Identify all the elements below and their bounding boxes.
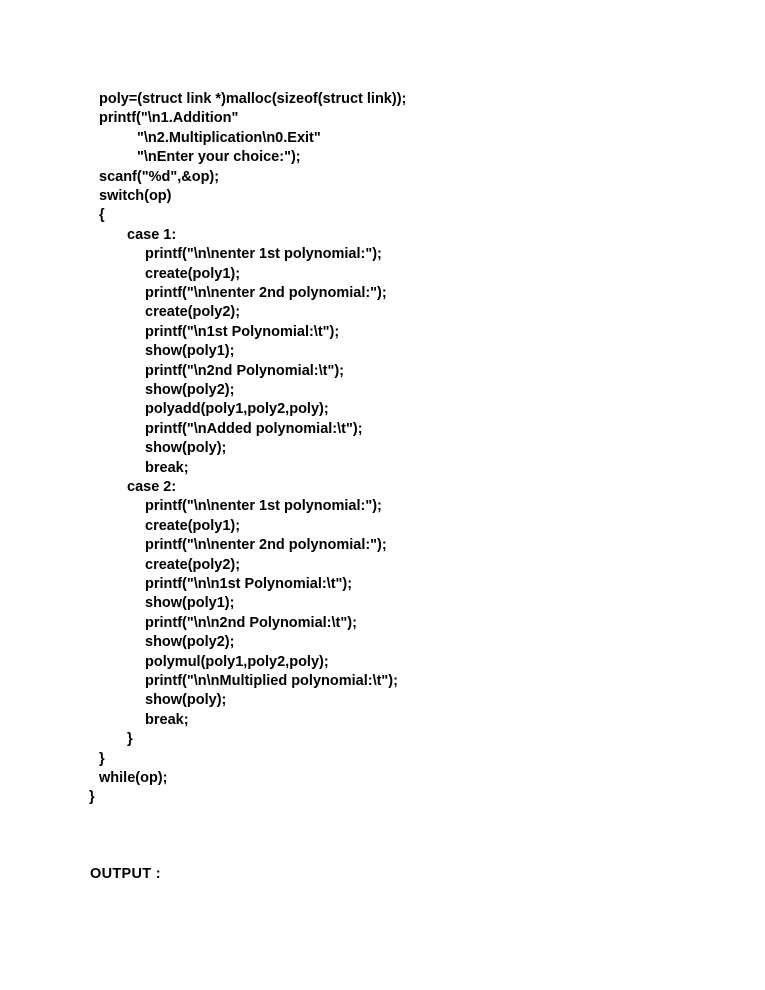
code-line: { (99, 207, 105, 224)
code-line: create(poly2); (145, 556, 241, 573)
code-line: show(poly1); (145, 343, 235, 360)
code-line: case 1: (127, 226, 177, 243)
code-line: "\nEnter your choice:"); (137, 149, 301, 166)
code-line: break; (145, 711, 189, 728)
code-line: create(poly1); (145, 517, 241, 534)
code-line: printf("\n\nenter 1st polynomial:"); (145, 498, 382, 515)
code-line: } (99, 750, 105, 767)
code-line: switch(op) (99, 188, 172, 204)
output-heading: OUTPUT : (90, 866, 161, 882)
code-line: polyadd(poly1,poly2,poly); (145, 401, 329, 418)
code-line: printf("\n2nd Polynomial:\t"); (145, 362, 345, 379)
code-line: polymul(poly1,poly2,poly); (145, 653, 329, 670)
code-line: "\n2.Multiplication\n0.Exit" (137, 129, 321, 146)
code-line: show(poly); (145, 692, 227, 709)
code-line: } (89, 789, 95, 806)
code-line: break; (145, 459, 189, 476)
code-line: printf("\n\nMultiplied polynomial:\t"); (145, 673, 398, 689)
code-line: scanf("%d",&op); (99, 168, 220, 185)
code-line: printf("\nAdded polynomial:\t"); (145, 420, 363, 437)
code-line: printf("\n\n2nd Polynomial:\t"); (145, 614, 357, 631)
code-line: case 2: (127, 479, 177, 495)
code-line: printf("\n\n1st Polynomial:\t"); (145, 576, 353, 592)
code-line: printf("\n1st Polynomial:\t"); (145, 323, 340, 340)
code-line: while(op); (99, 770, 168, 786)
code-line: poly=(struct link *)malloc(sizeof(struct link)); (99, 91, 407, 107)
code-line: printf("\n\nenter 2nd polynomial:"); (145, 285, 387, 301)
code-line: printf("\n\nenter 2nd polynomial:"); (145, 537, 387, 554)
code-line: create(poly1); (145, 265, 241, 282)
code-line: show(poly); (145, 440, 227, 457)
code-line: printf("\n1.Addition" (99, 110, 239, 127)
code-line: show(poly1); (145, 595, 235, 612)
code-line: } (127, 731, 133, 748)
code-line: show(poly2); (145, 634, 235, 651)
code-line: printf("\n\nenter 1st polynomial:"); (145, 246, 382, 263)
code-line: create(poly2); (145, 304, 241, 321)
code-line: show(poly2); (145, 382, 235, 398)
